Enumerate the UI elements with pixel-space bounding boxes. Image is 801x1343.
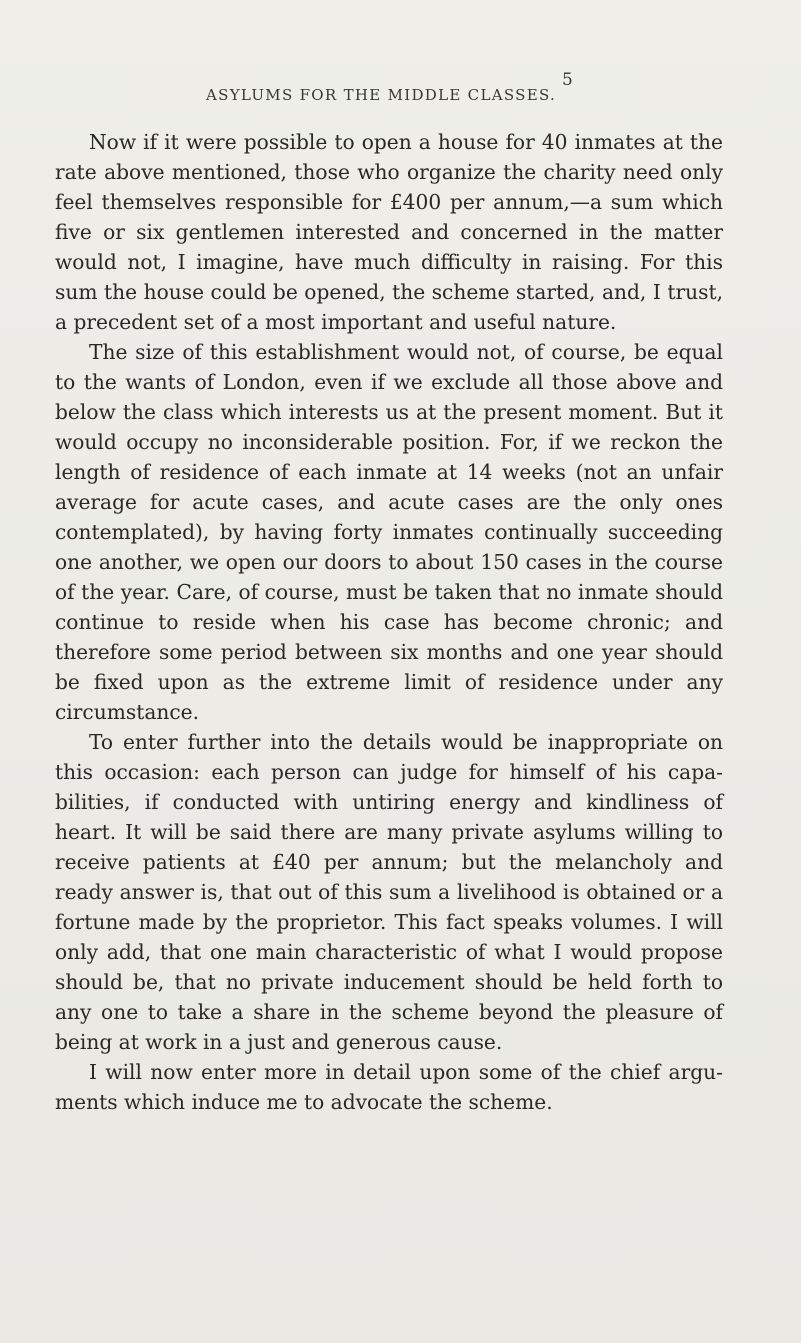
paragraph-1: Now if it were possible to open a house for 40 inmates at the rate above mentioned, those who organize the charity need only feel themselves responsible for £400 per annum,—a sum which five or six gentlemen interested and concerned in the matter would not, I imagine, have much difficulty in raising. For this sum the house could be opened, the scheme started, and, I trust, a precedent set of a most important and useful nature. [55,130,723,334]
running-head: ASYLUMS FOR THE MIDDLE CLASSES. [206,86,557,104]
page-number: 5 [562,70,573,90]
paragraph-2: The size of this establishment would not, of course, be equal to the wants of London, even if we exclude all those above and below the class which interests us at the present moment. But it would occupy no inconsiderable position. For, if we reckon the length of residence of each inmate at 14 weeks (not an unfair average for acute cases, and acute cases are the only ones contemplated), by having forty inmates continually succeeding one another, we open our doors to about 150 cases in the course of the year. Care, of course, must be taken that no inmate should continue to reside when his case has become chronic; and therefore some period between six months and one year should be fixed upon as the extreme limit of residence under any circumstance. [55,340,723,724]
paragraph-4: I will now enter more in detail upon some of the chief arguments which induce me to advocate the scheme. [55,1060,723,1114]
paragraph-3: To enter further into the details would be inappropriate on this occasion: each person can judge for himself of his capabilities, if conducted with untiring energy and kindliness of heart. It will be said there are many private asylums willing to receive patients at £40 per annum; but the melancholy and ready answer is, that out of this sum a livelihood is obtained or a fortune made by the proprietor. This fact speaks volumes. I will only add, that one main characteristic of what I would propose should be, that no private inducement should be held forth to any one to take a share in the scheme beyond the pleasure of being at work in a just and generous cause. [55,730,723,1054]
body-text [55,127,723,1117]
